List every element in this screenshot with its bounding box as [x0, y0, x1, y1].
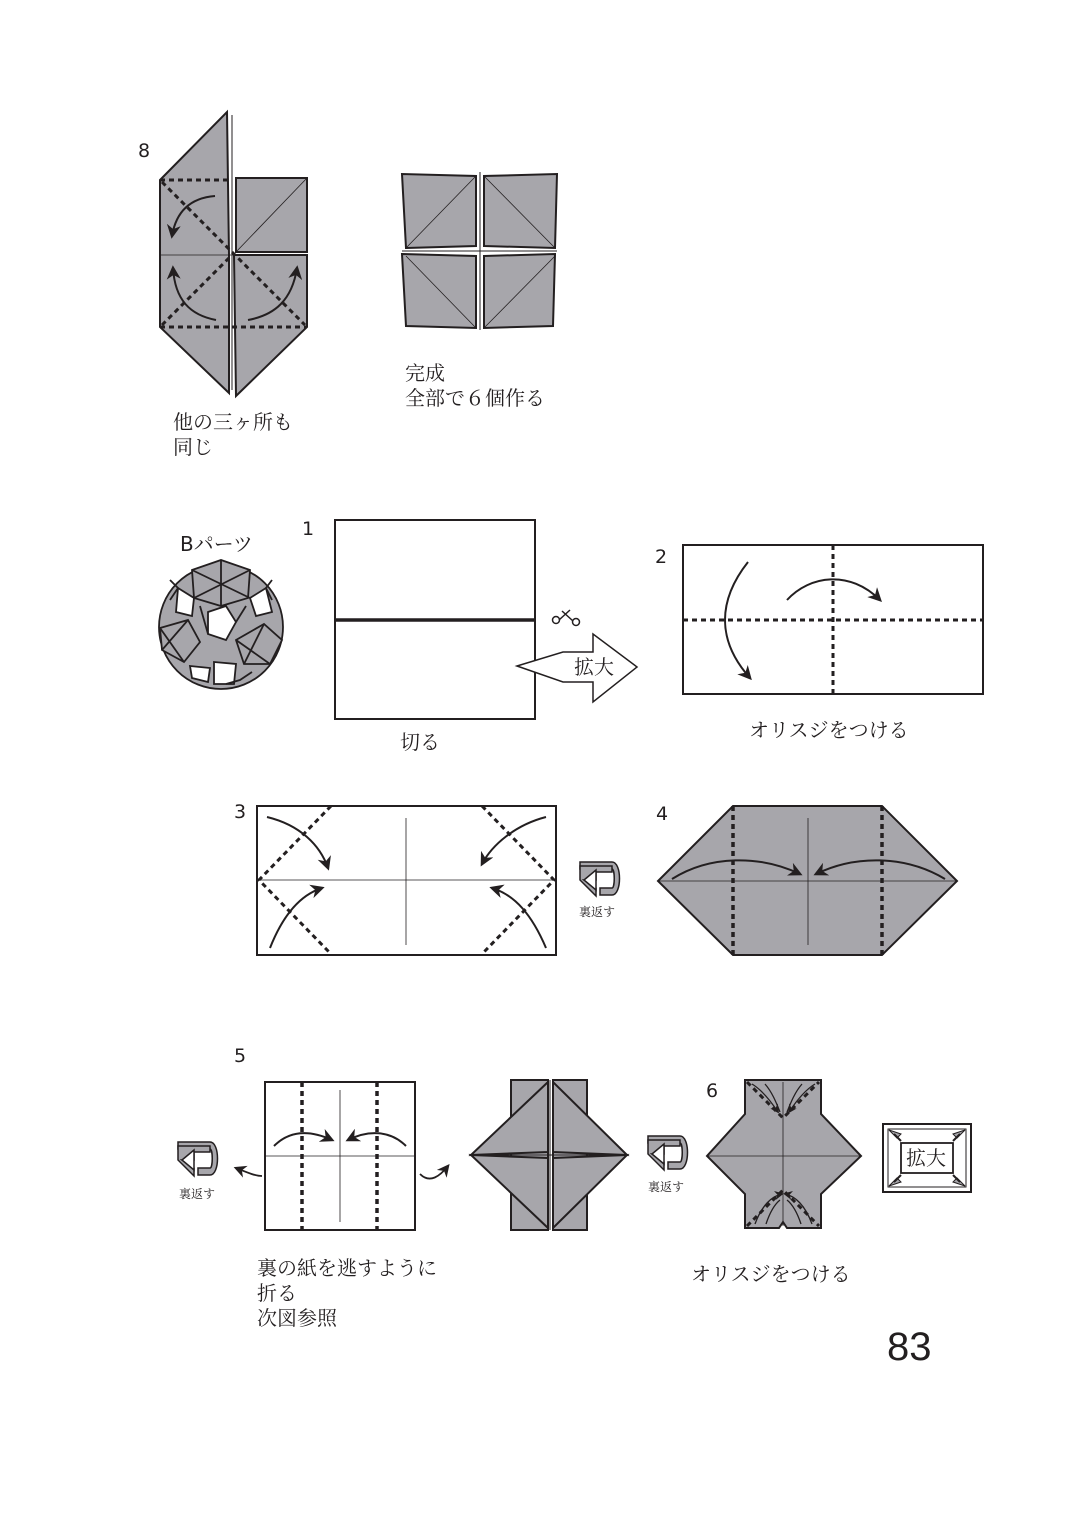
step8-diagram	[160, 112, 307, 396]
step1-number: 1	[302, 518, 315, 540]
enlarge-arrow-label: 拡大	[574, 655, 614, 679]
step6-caption: オリスジをつける	[691, 1262, 851, 1286]
scissors-icon	[553, 610, 580, 626]
step2-diagram	[683, 545, 983, 694]
finished-caption-line-1: 完成	[405, 361, 445, 385]
step6-diagram	[707, 1080, 861, 1228]
step5-turn-over-label-left: 裏返す	[179, 1187, 216, 1201]
step4-diagram	[658, 806, 957, 955]
step2-caption: オリスジをつける	[749, 718, 909, 742]
turn-over-icon-right	[648, 1136, 688, 1170]
turn-over-icon-left	[178, 1142, 218, 1176]
b-part-title: Bパーツ	[180, 532, 253, 556]
step6-paper-shape	[707, 1080, 861, 1228]
step3-diagram	[257, 806, 620, 955]
finished-unit-diagram	[402, 172, 557, 330]
step3-paper-rect	[257, 806, 556, 955]
step5-turn-over-label-right: 裏返す	[648, 1180, 685, 1194]
enlarge-box-label: 拡大	[906, 1146, 946, 1170]
step8-number: 8	[138, 140, 151, 162]
step1-diagram	[335, 520, 637, 719]
step5-diagram	[178, 1082, 448, 1230]
step3-number: 3	[234, 801, 247, 823]
page-number: 83	[887, 1325, 932, 1369]
step8-caption	[173, 410, 293, 460]
turn-over-icon	[580, 862, 620, 896]
step2-number: 2	[655, 546, 668, 568]
step5-result-diagram	[471, 1080, 688, 1230]
step8-caption-line-2: 同じ	[173, 435, 213, 459]
step5-caption	[257, 1256, 437, 1331]
b-part-model-illustration	[159, 560, 283, 689]
step6-number: 6	[706, 1080, 719, 1102]
step4-paper-hexagon	[658, 806, 957, 955]
step5-caption-line-3: 次図参照	[257, 1306, 337, 1330]
step5-caption-line-1: 裏の紙を逃すように	[257, 1256, 437, 1280]
finished-caption	[405, 361, 545, 411]
step8-caption-line-1: 他の三ヶ所も	[173, 410, 293, 434]
step8-left-flap	[160, 112, 229, 393]
step3-turn-over-label: 裏返す	[579, 905, 616, 919]
finished-caption-line-2: 全部で６個作る	[405, 386, 545, 410]
step1-caption: 切る	[400, 730, 440, 754]
step4-number: 4	[656, 803, 669, 825]
step5-number: 5	[234, 1045, 247, 1067]
step5-caption-line-2: 折る	[257, 1281, 297, 1305]
